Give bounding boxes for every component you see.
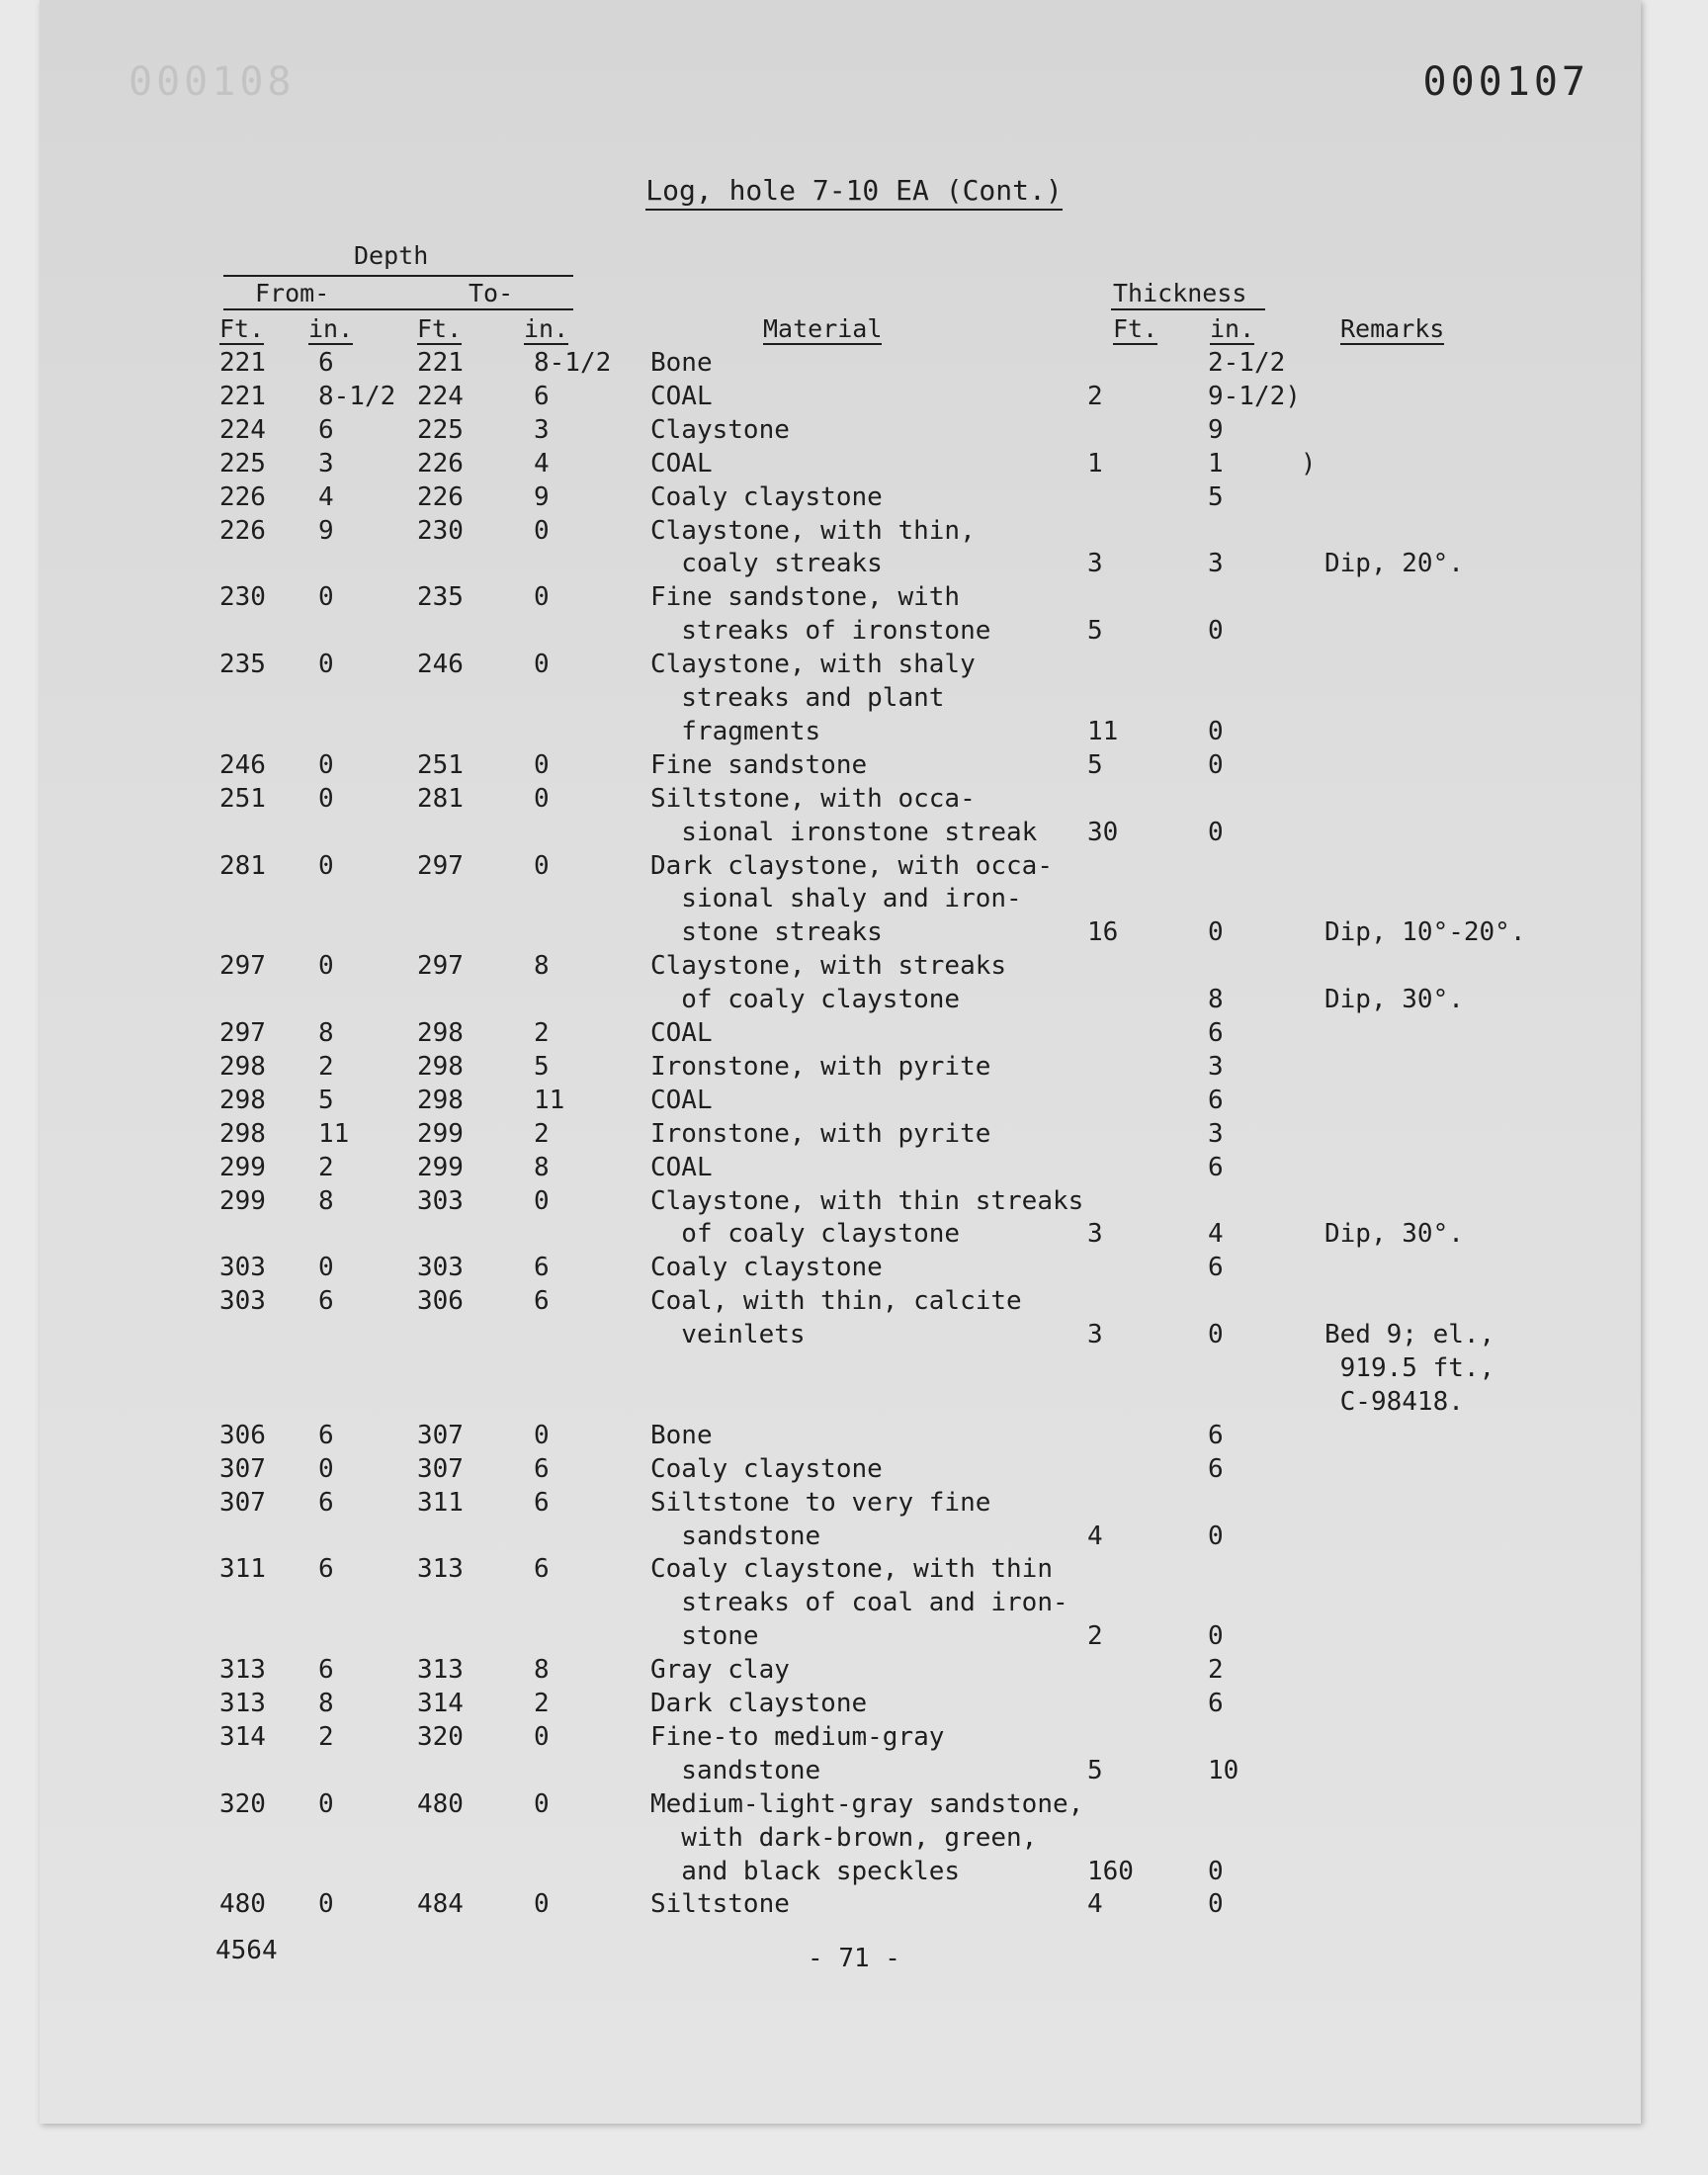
header-from-ft bbox=[219, 314, 264, 343]
to-ft-cell: 297 bbox=[417, 850, 464, 881]
to-ft-cell: 224 bbox=[417, 381, 464, 411]
thickness-ft-cell: 3 bbox=[1087, 549, 1103, 579]
from-ft-cell: 480 bbox=[219, 1889, 266, 1920]
material-cell: Ironstone, with pyrite bbox=[650, 1051, 991, 1082]
thickness-ft-cell: 4 bbox=[1087, 1889, 1103, 1920]
to-in-cell: 8 bbox=[534, 951, 550, 982]
to-ft-cell: 320 bbox=[417, 1721, 464, 1752]
thickness-in-cell: 6 bbox=[1208, 1253, 1224, 1283]
thickness-ft-cell: 30 bbox=[1087, 817, 1119, 847]
thickness-in-cell: 0 bbox=[1208, 1889, 1224, 1920]
thickness-ft-cell: 5 bbox=[1087, 749, 1103, 780]
remarks-cell: 919.5 ft., bbox=[1324, 1353, 1495, 1383]
material-cell: Coaly claystone bbox=[650, 481, 883, 512]
thickness-ft-cell: 2 bbox=[1087, 381, 1103, 411]
from-ft-cell: 226 bbox=[219, 515, 266, 546]
to-in-cell: 5 bbox=[534, 1051, 550, 1082]
thickness-in-cell: 3 bbox=[1208, 1051, 1224, 1082]
table-row bbox=[0, 782, 1708, 816]
table-row bbox=[0, 1251, 1708, 1284]
table-row bbox=[0, 1419, 1708, 1452]
material-cell: veinlets bbox=[650, 1320, 806, 1350]
thickness-ft-cell: 1 bbox=[1087, 448, 1103, 478]
thickness-ft-cell: 2 bbox=[1087, 1621, 1103, 1652]
page-number: - 71 - bbox=[808, 1944, 900, 1973]
table-row bbox=[0, 681, 1708, 715]
to-in-cell: 8 bbox=[534, 1152, 550, 1182]
thickness-in-cell: 0 bbox=[1208, 1856, 1224, 1886]
table-row bbox=[0, 1486, 1708, 1520]
thickness-in-cell: 6 bbox=[1208, 1689, 1224, 1718]
from-in-cell: 4 bbox=[318, 481, 334, 512]
material-cell: stone bbox=[650, 1621, 759, 1652]
header-thick-ft-text: Ft. bbox=[1113, 314, 1158, 343]
from-in-cell: 6 bbox=[318, 348, 334, 378]
material-cell: COAL bbox=[650, 448, 713, 478]
from-in-cell: 0 bbox=[318, 1253, 334, 1283]
material-cell: Claystone, with streaks bbox=[650, 951, 1007, 982]
table-row bbox=[0, 1619, 1708, 1653]
table-row bbox=[0, 748, 1708, 782]
thickness-ft-cell: 160 bbox=[1087, 1856, 1134, 1886]
to-ft-cell: 298 bbox=[417, 1018, 464, 1048]
from-ft-cell: 314 bbox=[219, 1721, 266, 1752]
table-row bbox=[0, 1117, 1708, 1151]
thickness-in-cell: 5 bbox=[1208, 481, 1224, 512]
footer-code: 4564 bbox=[215, 1936, 278, 1965]
header-to-ft-text: Ft. bbox=[417, 314, 463, 343]
table-row bbox=[0, 1754, 1708, 1787]
thickness-in-cell: 2 bbox=[1208, 1655, 1224, 1686]
from-ft-cell: 299 bbox=[219, 1185, 266, 1216]
to-in-cell: 2 bbox=[534, 1689, 550, 1718]
from-in-cell: 0 bbox=[318, 1788, 334, 1819]
remarks-cell: Dip, 30°. bbox=[1324, 985, 1464, 1015]
to-ft-cell: 246 bbox=[417, 650, 464, 680]
thickness-ft-cell: 5 bbox=[1087, 616, 1103, 647]
from-ft-cell: 313 bbox=[219, 1689, 266, 1718]
table-row bbox=[0, 849, 1708, 883]
from-ft-cell: 311 bbox=[219, 1554, 266, 1585]
table-row bbox=[0, 447, 1708, 480]
material-cell: sandstone bbox=[650, 1755, 821, 1785]
to-in-cell: 0 bbox=[534, 749, 550, 780]
to-ft-cell: 307 bbox=[417, 1420, 464, 1450]
table-row bbox=[0, 715, 1708, 748]
from-ft-cell: 225 bbox=[219, 448, 266, 478]
header-material-text: Material bbox=[763, 314, 883, 343]
table-row bbox=[0, 1855, 1708, 1888]
from-in-cell: 6 bbox=[318, 1420, 334, 1450]
to-in-cell: 2 bbox=[534, 1018, 550, 1048]
material-cell: and black speckles bbox=[650, 1856, 961, 1886]
material-cell: Coaly claystone, with thin bbox=[650, 1554, 1053, 1585]
thickness-in-cell: 0 bbox=[1208, 917, 1224, 948]
from-in-cell: 0 bbox=[318, 1889, 334, 1920]
to-in-cell: 8 bbox=[534, 1655, 550, 1686]
table-row bbox=[0, 882, 1708, 915]
remarks-cell: Dip, 20°. bbox=[1324, 549, 1464, 579]
material-cell: Claystone, with thin, bbox=[650, 515, 976, 546]
from-ft-cell: 298 bbox=[219, 1051, 266, 1082]
to-ft-cell: 298 bbox=[417, 1085, 464, 1115]
table-row bbox=[0, 1050, 1708, 1084]
from-in-cell: 2 bbox=[318, 1051, 334, 1082]
to-ft-cell: 313 bbox=[417, 1655, 464, 1686]
to-in-cell: 6 bbox=[534, 1453, 550, 1484]
from-ft-cell: 307 bbox=[219, 1487, 266, 1518]
from-ft-cell: 298 bbox=[219, 1118, 266, 1149]
to-ft-cell: 313 bbox=[417, 1554, 464, 1585]
remarks-cell: Dip, 30°. bbox=[1324, 1219, 1464, 1250]
to-in-cell: 6 bbox=[534, 1554, 550, 1585]
from-in-cell: 0 bbox=[318, 1453, 334, 1484]
table-row bbox=[0, 915, 1708, 949]
from-ft-cell: 313 bbox=[219, 1655, 266, 1686]
thickness-in-cell: 0 bbox=[1208, 616, 1224, 647]
to-in-cell: 0 bbox=[534, 1721, 550, 1752]
from-in-cell: 6 bbox=[318, 1655, 334, 1686]
material-cell: Siltstone, with occa- bbox=[650, 783, 976, 814]
from-in-cell: 2 bbox=[318, 1152, 334, 1182]
material-cell: Fine sandstone bbox=[650, 749, 868, 780]
table-row bbox=[0, 1184, 1708, 1218]
material-cell: Dark claystone bbox=[650, 1689, 868, 1718]
material-cell: stone streaks bbox=[650, 917, 883, 948]
material-cell: sional ironstone streak bbox=[650, 817, 1038, 847]
from-in-cell: 0 bbox=[318, 783, 334, 814]
to-ft-cell: 303 bbox=[417, 1185, 464, 1216]
table-row bbox=[0, 983, 1708, 1016]
thickness-in-cell: 8 bbox=[1208, 985, 1224, 1015]
table-row bbox=[0, 1385, 1708, 1419]
from-ft-cell: 306 bbox=[219, 1420, 266, 1450]
document-number: 000107 bbox=[1422, 59, 1589, 105]
from-ft-cell: 299 bbox=[219, 1152, 266, 1182]
material-cell: streaks of coal and iron- bbox=[650, 1588, 1068, 1618]
from-ft-cell: 224 bbox=[219, 414, 266, 445]
material-cell: streaks of ironstone bbox=[650, 616, 991, 647]
thickness-ft-cell: 5 bbox=[1087, 1755, 1103, 1785]
to-in-cell: 2 bbox=[534, 1118, 550, 1149]
header-from-ft-text: Ft. bbox=[219, 314, 265, 343]
material-cell: Gray clay bbox=[650, 1655, 790, 1686]
from-ft-cell: 320 bbox=[219, 1788, 266, 1819]
header-thick-in-text: in. bbox=[1210, 314, 1255, 343]
table-row bbox=[0, 514, 1708, 548]
to-in-cell: 0 bbox=[534, 582, 550, 613]
to-ft-cell: 299 bbox=[417, 1152, 464, 1182]
to-in-cell: 0 bbox=[534, 1889, 550, 1920]
table-row bbox=[0, 1586, 1708, 1619]
material-cell: Medium-light-gray sandstone, bbox=[650, 1788, 1084, 1819]
header-thick-in bbox=[1210, 314, 1254, 343]
from-ft-cell: 230 bbox=[219, 582, 266, 613]
header-from-in-text: in. bbox=[308, 314, 354, 343]
thickness-in-cell: 4 bbox=[1208, 1219, 1224, 1250]
table-row bbox=[0, 1687, 1708, 1720]
remarks-cell: Bed 9; el., bbox=[1324, 1320, 1495, 1350]
to-in-cell: 0 bbox=[534, 515, 550, 546]
from-ft-cell: 221 bbox=[219, 381, 266, 411]
thickness-in-cell: 6 bbox=[1208, 1152, 1224, 1182]
to-ft-cell: 306 bbox=[417, 1286, 464, 1317]
material-cell: Claystone, with thin streaks bbox=[650, 1185, 1084, 1216]
from-ft-cell: 221 bbox=[219, 348, 266, 378]
material-cell: COAL bbox=[650, 1085, 713, 1115]
from-ft-cell: 235 bbox=[219, 650, 266, 680]
thickness-ft-cell: 3 bbox=[1087, 1320, 1103, 1350]
table-row bbox=[0, 580, 1708, 614]
from-in-cell: 8 bbox=[318, 1185, 334, 1216]
from-in-cell: 0 bbox=[318, 650, 334, 680]
from-ft-cell: 226 bbox=[219, 481, 266, 512]
thickness-in-cell: 0 bbox=[1208, 817, 1224, 847]
thickness-in-cell: 6 bbox=[1208, 1018, 1224, 1048]
to-ft-cell: 299 bbox=[417, 1118, 464, 1149]
thickness-in-cell: 9-1/2) bbox=[1208, 381, 1301, 411]
to-ft-cell: 221 bbox=[417, 348, 464, 378]
thickness-ft-cell: 4 bbox=[1087, 1521, 1103, 1551]
from-in-cell: 6 bbox=[318, 1487, 334, 1518]
material-cell: COAL bbox=[650, 1152, 713, 1182]
material-cell: Siltstone to very fine bbox=[650, 1487, 991, 1518]
from-in-cell: 6 bbox=[318, 414, 334, 445]
material-cell: COAL bbox=[650, 1018, 713, 1048]
from-ft-cell: 297 bbox=[219, 951, 266, 982]
to-in-cell: 0 bbox=[534, 1420, 550, 1450]
to-ft-cell: 311 bbox=[417, 1487, 464, 1518]
table-row bbox=[0, 1787, 1708, 1821]
header-from-in bbox=[308, 314, 353, 343]
thickness-in-cell: 0 bbox=[1208, 749, 1224, 780]
remarks-cell: Dip, 10°-20°. bbox=[1324, 917, 1526, 948]
table-row bbox=[0, 1151, 1708, 1184]
table-row bbox=[0, 648, 1708, 681]
to-ft-cell: 225 bbox=[417, 414, 464, 445]
from-ft-cell: 303 bbox=[219, 1253, 266, 1283]
thickness-ft-cell: 16 bbox=[1087, 917, 1119, 948]
to-ft-cell: 226 bbox=[417, 481, 464, 512]
from-ft-cell: 297 bbox=[219, 1018, 266, 1048]
table-row bbox=[0, 413, 1708, 447]
material-cell: Claystone, with shaly bbox=[650, 650, 976, 680]
from-in-cell: 8-1/2 bbox=[318, 381, 396, 411]
page-title bbox=[0, 174, 1708, 207]
material-cell: Claystone bbox=[650, 414, 790, 445]
material-cell: Fine sandstone, with bbox=[650, 582, 961, 613]
thickness-ft-cell: 11 bbox=[1087, 716, 1119, 746]
to-in-cell: 6 bbox=[534, 1253, 550, 1283]
from-in-cell: 11 bbox=[318, 1118, 350, 1149]
table-row bbox=[0, 614, 1708, 648]
table-row bbox=[0, 346, 1708, 380]
material-cell: coaly streaks bbox=[650, 549, 883, 579]
header-to: To- bbox=[469, 279, 514, 307]
material-cell: Coaly claystone bbox=[650, 1253, 883, 1283]
thickness-in-cell: 1 ) bbox=[1208, 448, 1317, 478]
table-row bbox=[0, 1653, 1708, 1687]
header-thickness: Thickness bbox=[1113, 279, 1247, 307]
to-ft-cell: 226 bbox=[417, 448, 464, 478]
thickness-in-cell: 3 bbox=[1208, 1118, 1224, 1149]
table-row bbox=[0, 1351, 1708, 1385]
from-to-rule bbox=[223, 308, 573, 310]
to-in-cell: 6 bbox=[534, 1286, 550, 1317]
table-row bbox=[0, 816, 1708, 849]
table-row bbox=[0, 1720, 1708, 1754]
to-ft-cell: 484 bbox=[417, 1889, 464, 1920]
to-in-cell: 0 bbox=[534, 783, 550, 814]
table-row bbox=[0, 1887, 1708, 1921]
header-thick-ft bbox=[1113, 314, 1157, 343]
from-ft-cell: 281 bbox=[219, 850, 266, 881]
to-ft-cell: 480 bbox=[417, 1788, 464, 1819]
to-in-cell: 0 bbox=[534, 1788, 550, 1819]
table-row bbox=[0, 380, 1708, 413]
material-cell: Siltstone bbox=[650, 1889, 790, 1920]
material-cell: Fine-to medium-gray bbox=[650, 1721, 945, 1752]
material-cell: Ironstone, with pyrite bbox=[650, 1118, 991, 1149]
thickness-in-cell: 2-1/2 bbox=[1208, 348, 1286, 378]
to-ft-cell: 297 bbox=[417, 951, 464, 982]
thickness-in-cell: 6 bbox=[1208, 1420, 1224, 1450]
table-row bbox=[0, 547, 1708, 580]
to-ft-cell: 235 bbox=[417, 582, 464, 613]
header-from: From- bbox=[255, 279, 330, 307]
remarks-cell: C-98418. bbox=[1324, 1386, 1464, 1417]
from-ft-cell: 251 bbox=[219, 783, 266, 814]
thickness-in-cell: 6 bbox=[1208, 1085, 1224, 1115]
table-row bbox=[0, 1821, 1708, 1855]
to-ft-cell: 314 bbox=[417, 1689, 464, 1718]
thickness-in-cell: 10 bbox=[1208, 1755, 1239, 1785]
thickness-in-cell: 9 bbox=[1208, 414, 1224, 445]
from-ft-cell: 307 bbox=[219, 1453, 266, 1484]
header-remarks-text: Remarks bbox=[1340, 314, 1445, 343]
to-in-cell: 9 bbox=[534, 481, 550, 512]
from-in-cell: 3 bbox=[318, 448, 334, 478]
header-to-in-text: in. bbox=[524, 314, 569, 343]
material-cell: COAL bbox=[650, 381, 713, 411]
to-in-cell: 6 bbox=[534, 381, 550, 411]
thickness-in-cell: 0 bbox=[1208, 1320, 1224, 1350]
material-cell: sandstone bbox=[650, 1521, 821, 1551]
to-in-cell: 11 bbox=[534, 1085, 565, 1115]
material-cell: of coaly claystone bbox=[650, 1219, 961, 1250]
thickness-in-cell: 3 bbox=[1208, 549, 1224, 579]
table-row bbox=[0, 480, 1708, 514]
header-remarks bbox=[1340, 314, 1444, 343]
from-in-cell: 0 bbox=[318, 951, 334, 982]
to-in-cell: 0 bbox=[534, 850, 550, 881]
thickness-in-cell: 6 bbox=[1208, 1453, 1224, 1484]
to-in-cell: 4 bbox=[534, 448, 550, 478]
material-cell: with dark-brown, green, bbox=[650, 1822, 1038, 1853]
table-row bbox=[0, 1520, 1708, 1553]
thickness-rule bbox=[1111, 308, 1265, 310]
table-row bbox=[0, 949, 1708, 983]
thickness-in-cell: 0 bbox=[1208, 1621, 1224, 1652]
to-in-cell: 3 bbox=[534, 414, 550, 445]
from-in-cell: 0 bbox=[318, 582, 334, 613]
to-in-cell: 0 bbox=[534, 650, 550, 680]
from-in-cell: 8 bbox=[318, 1689, 334, 1718]
material-cell: Bone bbox=[650, 1420, 713, 1450]
from-in-cell: 2 bbox=[318, 1721, 334, 1752]
material-cell: fragments bbox=[650, 716, 821, 746]
from-ft-cell: 246 bbox=[219, 749, 266, 780]
from-in-cell: 0 bbox=[318, 850, 334, 881]
material-cell: streaks and plant bbox=[650, 683, 945, 713]
table-row bbox=[0, 1217, 1708, 1251]
from-in-cell: 9 bbox=[318, 515, 334, 546]
material-cell: of coaly claystone bbox=[650, 985, 961, 1015]
table-row bbox=[0, 1318, 1708, 1351]
to-ft-cell: 303 bbox=[417, 1253, 464, 1283]
header-to-ft bbox=[417, 314, 462, 343]
table-row bbox=[0, 1284, 1708, 1318]
to-ft-cell: 281 bbox=[417, 783, 464, 814]
to-ft-cell: 307 bbox=[417, 1453, 464, 1484]
from-ft-cell: 298 bbox=[219, 1085, 266, 1115]
to-ft-cell: 230 bbox=[417, 515, 464, 546]
material-cell: sional shaly and iron- bbox=[650, 884, 1022, 914]
to-in-cell: 8-1/2 bbox=[534, 348, 612, 378]
to-ft-cell: 298 bbox=[417, 1051, 464, 1082]
material-cell: Coaly claystone bbox=[650, 1453, 883, 1484]
from-ft-cell: 303 bbox=[219, 1286, 266, 1317]
to-ft-cell: 251 bbox=[417, 749, 464, 780]
table-row bbox=[0, 1552, 1708, 1586]
from-in-cell: 5 bbox=[318, 1085, 334, 1115]
to-in-cell: 0 bbox=[534, 1185, 550, 1216]
material-cell: Coal, with thin, calcite bbox=[650, 1286, 1022, 1317]
to-in-cell: 6 bbox=[534, 1487, 550, 1518]
thickness-ft-cell: 3 bbox=[1087, 1219, 1103, 1250]
from-in-cell: 6 bbox=[318, 1286, 334, 1317]
bleed-through-number: 000108 bbox=[128, 59, 296, 105]
material-cell: Dark claystone, with occa- bbox=[650, 850, 1053, 881]
material-cell: Bone bbox=[650, 348, 713, 378]
header-to-in bbox=[524, 314, 568, 343]
title-text: Log, hole 7-10 EA (Cont.) bbox=[645, 174, 1062, 211]
from-in-cell: 8 bbox=[318, 1018, 334, 1048]
header-material bbox=[763, 314, 882, 343]
thickness-in-cell: 0 bbox=[1208, 716, 1224, 746]
table-row bbox=[0, 1084, 1708, 1117]
depth-rule bbox=[223, 275, 573, 277]
table-row bbox=[0, 1016, 1708, 1050]
thickness-in-cell: 0 bbox=[1208, 1521, 1224, 1551]
from-in-cell: 6 bbox=[318, 1554, 334, 1585]
from-in-cell: 0 bbox=[318, 749, 334, 780]
table-row bbox=[0, 1452, 1708, 1486]
header-depth: Depth bbox=[354, 241, 429, 270]
